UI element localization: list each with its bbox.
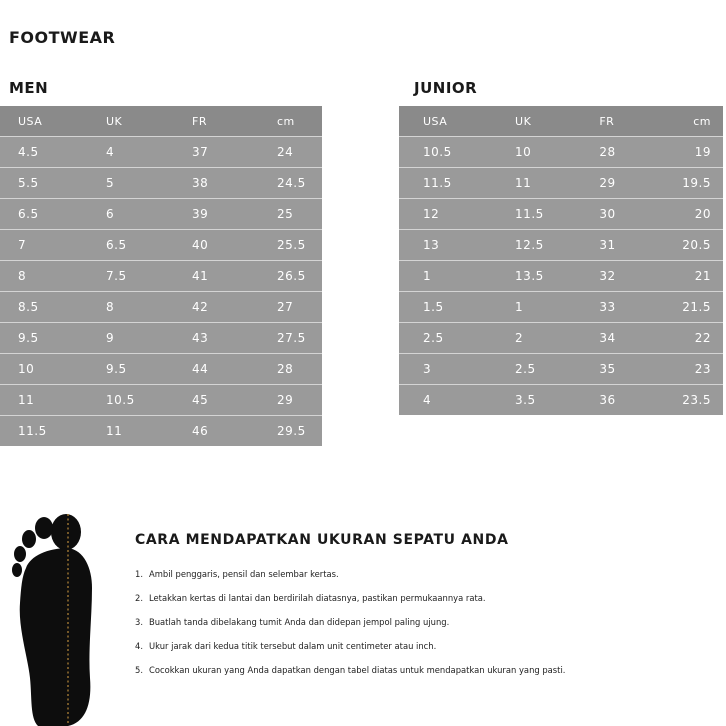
step-number: 2.: [135, 593, 143, 603]
cell-uk: 4: [106, 137, 192, 168]
header-fr: FR: [599, 106, 682, 137]
cell-uk: 5: [106, 168, 192, 199]
cell-fr: 44: [192, 354, 277, 385]
men-header-row: [0, 106, 322, 137]
cell-fr: 35: [599, 354, 682, 385]
junior-section-label: JUNIOR: [414, 79, 478, 97]
cell-fr: 31: [599, 230, 682, 261]
cell-usa: 11: [0, 385, 106, 416]
table-row: [399, 230, 723, 261]
cell-cm: 28: [277, 354, 322, 385]
cell-uk: 11.5: [515, 199, 599, 230]
cell-uk: 6.5: [106, 230, 192, 261]
cell-fr: 38: [192, 168, 277, 199]
cell-fr: 33: [599, 292, 682, 323]
step-item: [135, 616, 565, 640]
cell-cm: 27.5: [277, 323, 322, 354]
cell-cm: 23: [682, 354, 723, 385]
step-item: [135, 640, 565, 664]
cell-uk: 10: [515, 137, 599, 168]
step-item: [135, 592, 565, 616]
table-row: [399, 354, 723, 385]
cell-usa: 10: [0, 354, 106, 385]
header-cm: cm: [277, 106, 322, 137]
cell-usa: 6.5: [0, 199, 106, 230]
cell-usa: 5.5: [0, 168, 106, 199]
table-row: [399, 261, 723, 292]
cell-cm: 19.5: [682, 168, 723, 199]
men-size-table: [0, 106, 322, 446]
cell-usa: 11.5: [399, 168, 515, 199]
step-text: Letakkan kertas di lantai dan berdirilah diatasnya, pastikan permukaannya rata.: [149, 593, 486, 603]
cell-usa: 7: [0, 230, 106, 261]
cell-fr: 46: [192, 424, 209, 438]
men-section-label: MEN: [9, 79, 49, 97]
table-row: [0, 354, 322, 385]
cell-fr: 36: [599, 393, 616, 407]
cell-cm: 21.5: [682, 292, 723, 323]
table-row: [399, 199, 723, 230]
cell-uk: 9.5: [106, 354, 192, 385]
header-cm: cm: [682, 106, 723, 137]
cell-usa: 11.5: [18, 424, 47, 438]
table-row: [399, 323, 723, 354]
junior-size-table: [399, 106, 723, 415]
cell-usa: 9.5: [0, 323, 106, 354]
cell-uk: 2: [515, 323, 599, 354]
cell-cm: 29: [277, 385, 322, 416]
step-number: 5.: [135, 665, 143, 675]
cell-uk: 10.5: [106, 385, 192, 416]
table-row: [0, 292, 322, 323]
cell-fr: 32: [599, 261, 682, 292]
cell-fr: 45: [192, 385, 277, 416]
cell-uk: 12.5: [515, 230, 599, 261]
cell-fr: 29: [599, 168, 682, 199]
cell-uk: 3.5: [515, 393, 536, 407]
cell-cm: 19: [682, 137, 723, 168]
table-row: [0, 416, 322, 447]
cell-uk: 2.5: [515, 354, 599, 385]
cell-fr: 37: [192, 137, 277, 168]
cell-fr: 42: [192, 292, 277, 323]
cell-cm: 24.5: [277, 168, 322, 199]
cell-cm: 27: [277, 292, 322, 323]
cell-uk: 6: [106, 199, 192, 230]
cell-usa: 8: [0, 261, 106, 292]
cell-uk: 7.5: [106, 261, 192, 292]
cell-fr: 40: [192, 230, 277, 261]
header-usa: USA: [399, 106, 515, 137]
cell-cm: 25: [277, 199, 322, 230]
cell-cm: 20.5: [682, 230, 723, 261]
table-row: [0, 323, 322, 354]
cell-cm: 22: [682, 323, 723, 354]
table-row: [0, 168, 322, 199]
step-number: 4.: [135, 641, 143, 651]
table-row: [399, 168, 723, 199]
cell-fr: 41: [192, 261, 277, 292]
cell-uk: 11: [106, 424, 123, 438]
page-title: FOOTWEAR: [9, 28, 116, 47]
cell-usa: 4: [423, 393, 432, 407]
header-usa: USA: [0, 106, 106, 137]
cell-usa: 10.5: [399, 137, 515, 168]
table-row: [0, 137, 322, 168]
step-number: 3.: [135, 617, 143, 627]
junior-table-body: [399, 137, 723, 416]
header-uk: UK: [515, 106, 599, 137]
howto-steps: [135, 568, 565, 688]
cell-cm: 21: [682, 261, 723, 292]
junior-header-row: [399, 106, 723, 137]
cell-usa: 1.5: [399, 292, 515, 323]
cell-fr: 39: [192, 199, 277, 230]
cell-usa: 13: [399, 230, 515, 261]
cell-uk: 8: [106, 292, 192, 323]
cell-uk: 1: [515, 292, 599, 323]
cell-usa: 4.5: [0, 137, 106, 168]
step-item: [135, 568, 565, 592]
table-row: [399, 292, 723, 323]
table-row: [0, 199, 322, 230]
cell-usa: 3: [399, 354, 515, 385]
cell-uk: 13.5: [515, 261, 599, 292]
cell-uk: 9: [106, 323, 192, 354]
cell-usa: 12: [399, 199, 515, 230]
cell-fr: 30: [599, 199, 682, 230]
cell-usa: 8.5: [0, 292, 106, 323]
cell-cm: 20: [682, 199, 723, 230]
cell-cm: 25.5: [277, 230, 322, 261]
step-text: Ambil penggaris, pensil dan selembar kertas.: [149, 569, 339, 579]
cell-cm: 23.5: [682, 393, 711, 407]
table-row: [399, 137, 723, 168]
table-row: [0, 230, 322, 261]
cell-fr: 34: [599, 323, 682, 354]
foot-silhouette-icon: [8, 508, 100, 726]
header-fr: FR: [192, 106, 277, 137]
step-item: [135, 664, 565, 688]
step-text: Buatlah tanda dibelakang tumit Anda dan didepan jempol paling ujung.: [149, 617, 450, 627]
howto-title: CARA MENDAPATKAN UKURAN SEPATU ANDA: [135, 532, 509, 548]
table-row: [399, 385, 723, 416]
cell-cm: 26.5: [277, 261, 322, 292]
cell-cm: 24: [277, 137, 322, 168]
cell-fr: 43: [192, 323, 277, 354]
step-text: Cocokkan ukuran yang Anda dapatkan dengan tabel diatas untuk mendapatkan ukuran yang pasti.: [149, 665, 566, 675]
cell-fr: 28: [599, 137, 682, 168]
cell-usa: 2.5: [399, 323, 515, 354]
step-number: 1.: [135, 569, 143, 579]
cell-uk: 11: [515, 168, 599, 199]
cell-usa: 1: [399, 261, 515, 292]
table-row: [0, 261, 322, 292]
step-text: Ukur jarak dari kedua titik tersebut dalam unit centimeter atau inch.: [149, 641, 437, 651]
cell-cm: 29.5: [277, 424, 306, 438]
men-table-body: [0, 137, 322, 447]
table-row: [0, 385, 322, 416]
header-uk: UK: [106, 106, 192, 137]
